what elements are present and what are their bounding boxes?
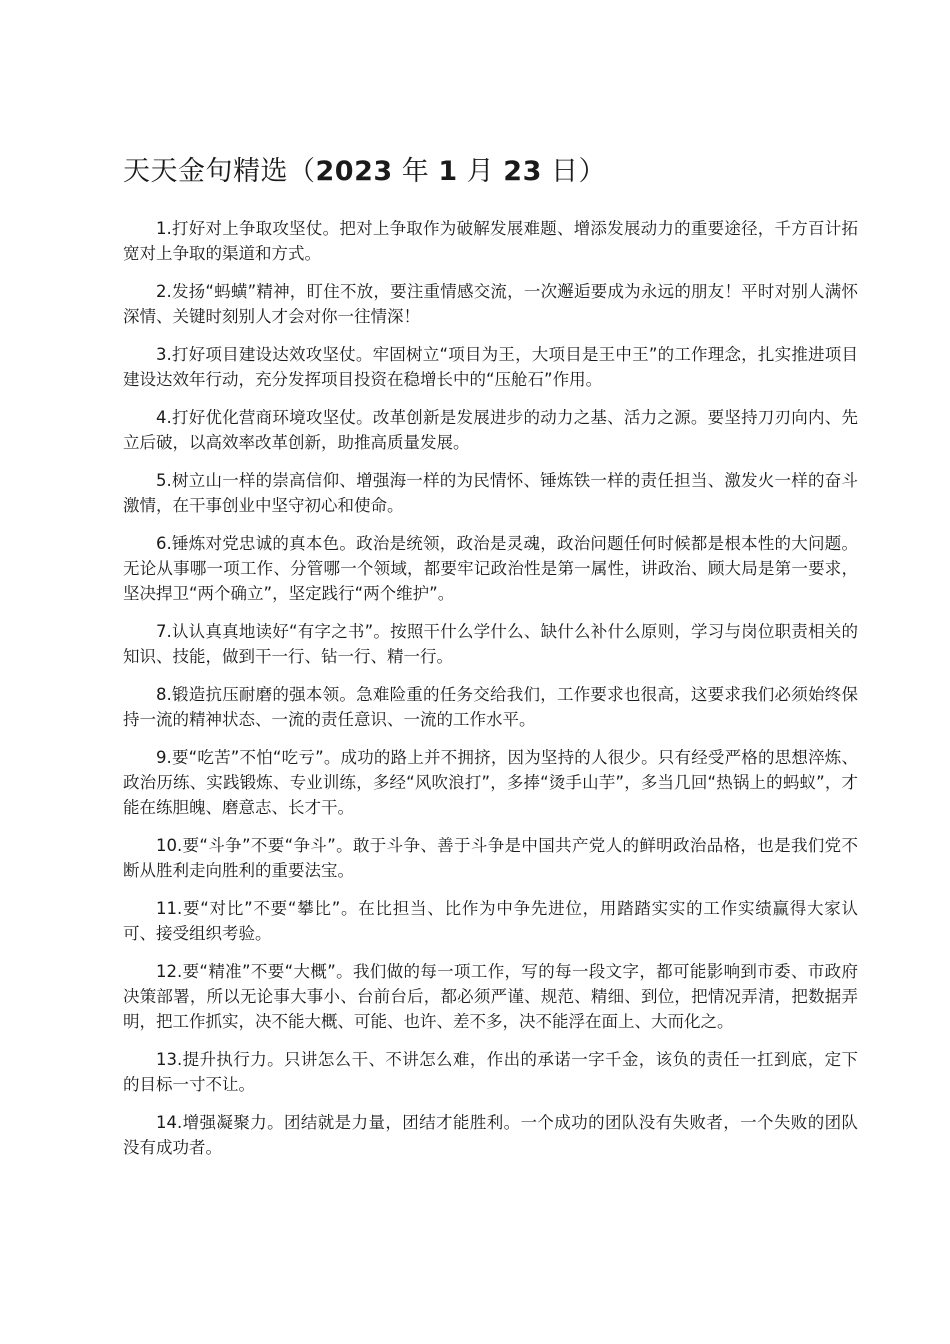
quote-paragraph-11: 11.要“对比”不要“攀比”。在比担当、比作为中争先进位，用踏踏实实的工作实绩赢得大家认可、接受组织考验。 [123, 899, 858, 943]
quote-paragraph-8: 8.锻造抗压耐磨的强本领。急难险重的任务交给我们，工作要求也很高，这要求我们必须始终保持一流的精神状态、一流的责任意识、一流的工作水平。 [123, 685, 858, 729]
quote-paragraph-3: 3.打好项目建设达效攻坚仗。牢固树立“项目为王，大项目是王中王”的工作理念，扎实推进项目建设达效年行动，充分发挥项目投资在稳增长中的“压舱石”作用。 [123, 345, 858, 389]
title-year: 2023 [315, 156, 393, 187]
document-page [123, 150, 858, 1173]
title-month: 1 [438, 156, 458, 187]
title-prefix: 天天金句精选（ [123, 156, 316, 187]
document-title [123, 150, 858, 194]
title-day: 23 [503, 156, 542, 187]
quote-paragraph-10: 10.要“斗争”不要“争斗”。敢于斗争、善于斗争是中国共产党人的鲜明政治品格，也是我们党不断从胜利走向胜利的重要法宝。 [123, 836, 858, 880]
quote-paragraph-2: 2.发扬“蚂蟥”精神，盯住不放，要注重情感交流，一次邂逅要成为永远的朋友！平时对别人满怀深情、关键时刻别人才会对你一往情深！ [123, 282, 858, 326]
quote-paragraph-6: 6.锤炼对党忠诚的真本色。政治是统领，政治是灵魂，政治问题任何时候都是根本性的大问题。无论从事哪一项工作、分管哪一个领域，都要牢记政治性是第一属性，讲政治、顾大局是第一要求，坚决捍卫“两个确立”，坚定践行“两个维护”。 [123, 534, 858, 603]
title-suffix: 日） [541, 156, 606, 187]
quote-paragraph-14: 14.增强凝聚力。团结就是力量，团结才能胜利。一个成功的团队没有失败者，一个失败的团队没有成功者。 [123, 1113, 858, 1157]
quote-paragraph-1: 1.打好对上争取攻坚仗。把对上争取作为破解发展难题、增添发展动力的重要途径，千方百计拓宽对上争取的渠道和方式。 [123, 219, 858, 263]
quote-paragraph-12: 12.要“精准”不要“大概”。我们做的每一项工作，写的每一段文字，都可能影响到市委、市政府决策部署，所以无论事大事小、台前台后，都必须严谨、规范、精细、到位，把情况弄清，把数据弄明，把工作抓实，决不能大概、可能、也许、差不多，决不能浮在面上、大而化之。 [123, 962, 858, 1031]
title-month-unit: 月 [457, 156, 504, 187]
quote-paragraph-7: 7.认认真真地读好“有字之书”。按照干什么学什么、缺什么补什么原则，学习与岗位职责相关的知识、技能，做到干一行、钻一行、精一行。 [123, 622, 858, 666]
title-year-unit: 年 [392, 156, 439, 187]
quote-paragraph-5: 5.树立山一样的崇高信仰、增强海一样的为民情怀、锤炼铁一样的责任担当、激发火一样的奋斗激情，在干事创业中坚守初心和使命。 [123, 471, 858, 515]
quote-paragraph-13: 13.提升执行力。只讲怎么干、不讲怎么难，作出的承诺一字千金，该负的责任一扛到底，定下的目标一寸不让。 [123, 1050, 858, 1094]
quote-paragraph-9: 9.要“吃苦”不怕“吃亏”。成功的路上并不拥挤，因为坚持的人很少。只有经受严格的思想淬炼、政治历练、实践锻炼、专业训练，多经“风吹浪打”，多捧“烫手山芋”，多当几回“热锅上的蚂蚁”，才能在练胆魄、磨意志、长才干。 [123, 748, 858, 817]
quote-paragraph-4: 4.打好优化营商环境攻坚仗。改革创新是发展进步的动力之基、活力之源。要坚持刀刃向内、先立后破，以高效率改革创新，助推高质量发展。 [123, 408, 858, 452]
